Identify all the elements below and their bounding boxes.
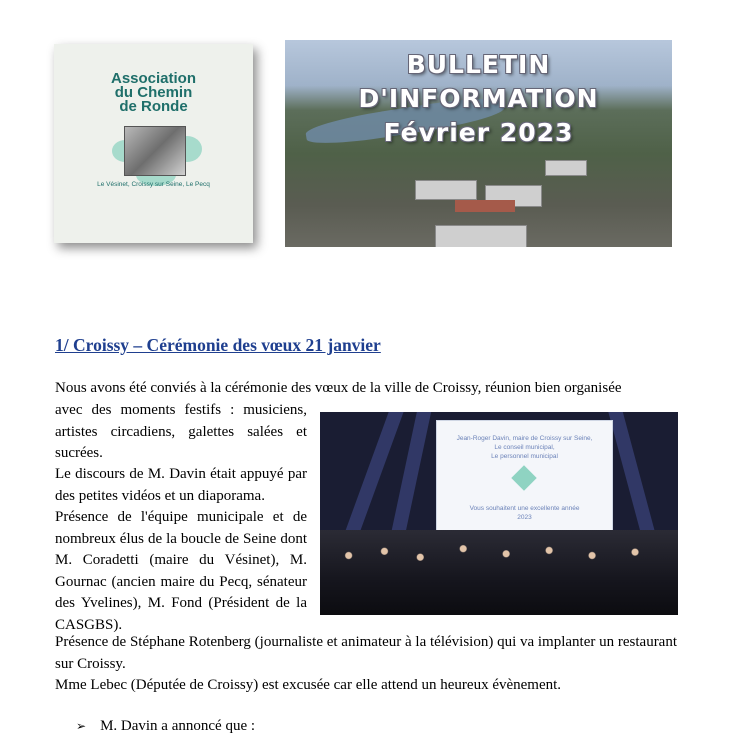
paragraph-rotenberg: Présence de Stéphane Rotenberg (journaliste et animateur à la télévision) qui va implanter un restaurant sur Croissy. [55, 634, 678, 672]
logo-title [54, 72, 253, 114]
crowd-on-stage [320, 530, 678, 615]
screen-text-line: Le personnel municipal [491, 453, 558, 460]
arrow-bullet-icon: ➢ [76, 719, 87, 733]
logo-photo [124, 126, 186, 176]
logo-subtitle: Le Vésinet, Croissy sur Seine, Le Pecq [97, 181, 210, 188]
paragraph-attendees: Présence de l'équipe municipale et de nombreux élus de la boucle de Seine dont M. Coradetti (maire du Vésinet), M. Gournac (ancien maire du Pecq, sénateur des Yvelines), M. Fond (Président de la CASGBS). [55, 509, 307, 633]
paragraph-speech: Le discours de M. Davin était appuyé par des petites vidéos et un diaporama. [55, 466, 307, 504]
screen-text-line: 2023 [517, 514, 532, 521]
screen-text-line: Le conseil municipal, [494, 444, 555, 451]
header-banner [285, 40, 672, 247]
bullet-item [76, 718, 255, 735]
logo-title-line1: Association [110, 70, 197, 87]
projection-screen [436, 420, 613, 532]
bullet-text: M. Davin a annoncé que : [100, 718, 256, 734]
screen-text-line: Vous souhaitent une excellente année [469, 505, 580, 512]
banner-line2: D'INFORMATION [358, 84, 599, 113]
association-logo [54, 44, 253, 243]
banner-line1: BULLETIN [406, 50, 551, 79]
paragraph-lebec: Mme Lebec (Députée de Croissy) est excusée car elle attend un heureux évènement. [55, 677, 562, 693]
intro-paragraph: Nous avons été conviés à la cérémonie des vœux de la ville de Croissy, réunion bien organisée [55, 380, 622, 396]
banner-line3: Février 2023 [383, 118, 574, 147]
banner-building [435, 225, 527, 247]
section-title: 1/ Croissy – Cérémonie des vœux 21 janvier [55, 335, 381, 355]
logo-title-line3: de Ronde [119, 98, 188, 115]
banner-roof [455, 200, 515, 212]
paragraph-festivities: avec des moments festifs : musiciens, artistes circadiens, galettes salées et sucrées. [55, 402, 307, 462]
banner-building [415, 180, 477, 200]
screen-text-line: Jean-Roger Davin, maire de Croissy sur Seine, [456, 435, 593, 442]
banner-building [545, 160, 587, 176]
screen-logo [511, 465, 536, 490]
ceremony-photo [320, 412, 678, 615]
logo-title-line2: du Chemin [114, 84, 193, 101]
